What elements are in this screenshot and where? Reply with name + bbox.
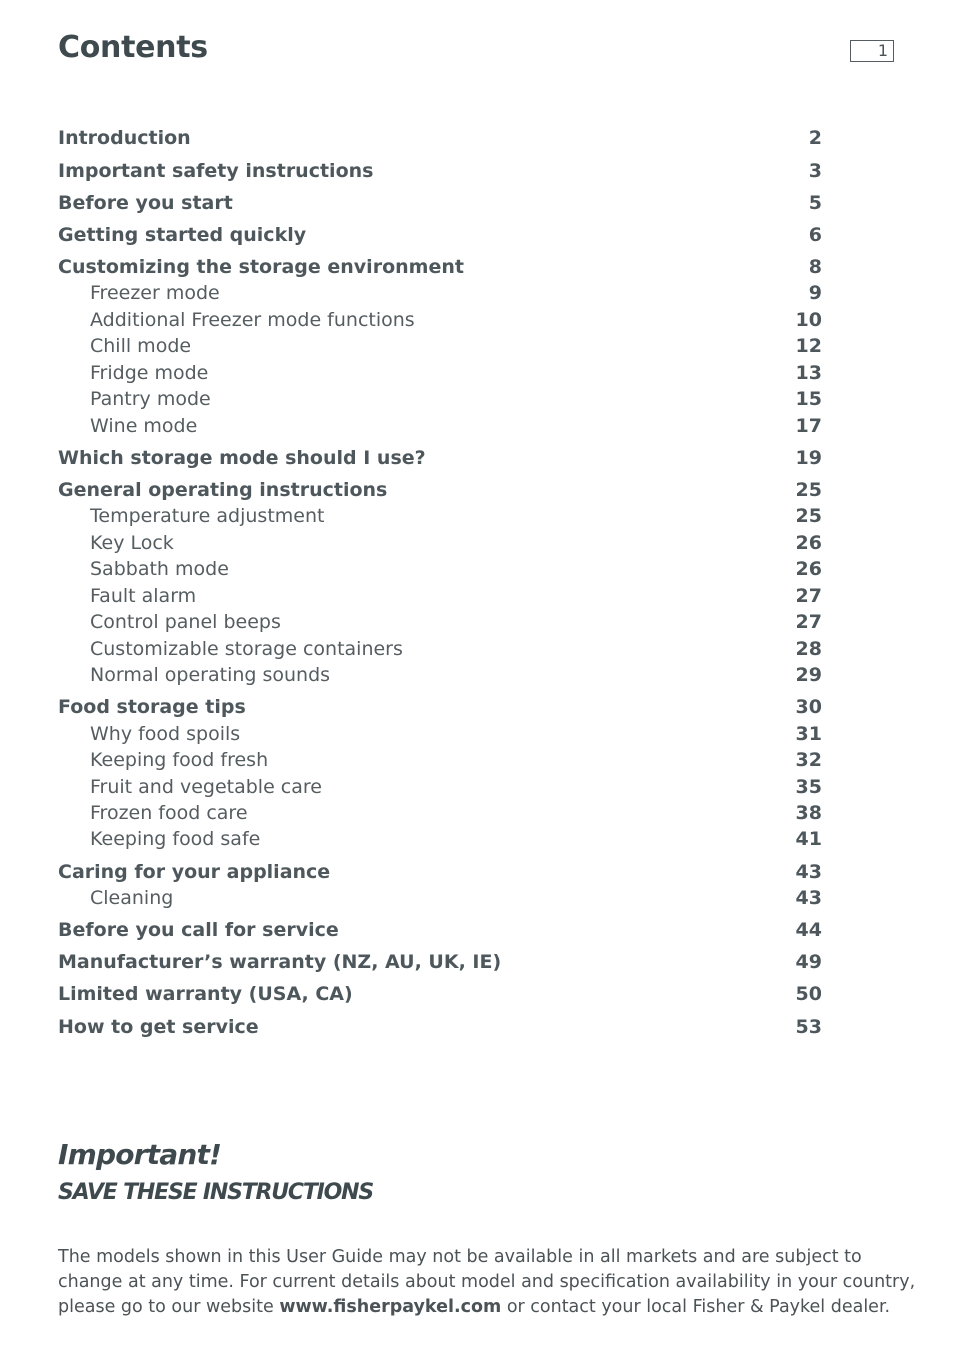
toc-entry-label: Caring for your appliance [58,861,331,883]
toc-entry-page: 50 [795,983,822,1005]
toc-subentry[interactable] [58,556,822,582]
toc-subentry[interactable] [58,774,822,800]
toc-entry[interactable] [58,694,822,720]
page-title: Contents [58,30,208,65]
toc-entry-label: How to get service [58,1016,259,1038]
toc-entry[interactable] [58,190,822,216]
toc-entry-page: 8 [808,256,822,278]
toc-entry-page: 13 [795,362,822,384]
toc-entry-page: 29 [795,664,822,686]
toc-entry-page: 43 [795,861,822,883]
toc-entry-label: Food storage tips [58,696,246,718]
toc-entry-label: Limited warranty (USA, CA) [58,983,353,1005]
toc-entry-label: Wine mode [90,415,198,437]
toc-entry-page: 15 [795,388,822,410]
toc-subentry[interactable] [58,636,822,662]
toc-entry[interactable] [58,917,822,943]
toc-entry-page: 43 [795,887,822,909]
toc-entry-page: 19 [795,447,822,469]
toc-entry-label: Important safety instructions [58,160,374,182]
toc-subentry[interactable] [58,307,822,333]
toc-entry-page: 32 [795,749,822,771]
toc-entry[interactable] [58,477,822,503]
toc-subentry[interactable] [58,386,822,412]
toc-entry-label: Sabbath mode [90,558,229,580]
toc-entry-label: Before you start [58,192,233,214]
toc-subentry[interactable] [58,885,822,911]
toc-entry-label: Frozen food care [90,802,248,824]
toc-entry-label: Additional Freezer mode functions [90,309,415,331]
toc-entry-label: Keeping food fresh [90,749,269,771]
toc-entry[interactable] [58,158,822,184]
toc-entry-page: 3 [808,160,822,182]
toc-subentry[interactable] [58,583,822,609]
toc-entry-label: Manufacturer’s warranty (NZ, AU, UK, IE) [58,951,502,973]
note-text-after: or contact your local Fisher & Paykel dealer. [501,1297,891,1317]
toc-entry[interactable] [58,1014,822,1040]
toc-entry-page: 26 [795,532,822,554]
toc-entry[interactable] [58,125,822,151]
toc-entry-label: Temperature adjustment [90,505,325,527]
toc-entry-page: 28 [795,638,822,660]
toc-entry[interactable] [58,859,822,885]
toc-entry-page: 5 [808,192,822,214]
toc-entry[interactable] [58,949,822,975]
toc-entry-label: Introduction [58,127,191,149]
toc-entry-page: 10 [795,309,822,331]
toc-subentry[interactable] [58,721,822,747]
toc-entry-label: Before you call for service [58,919,339,941]
toc-entry-label: Keeping food safe [90,828,261,850]
toc-subentry[interactable] [58,413,822,439]
toc-entry-page: 30 [795,696,822,718]
page-number: 1 [850,40,894,62]
toc-subentry[interactable] [58,333,822,359]
toc-subentry[interactable] [58,662,822,688]
toc-entry-label: Customizable storage containers [90,638,403,660]
toc-entry-page: 35 [795,776,822,798]
toc-entry-page: 25 [795,479,822,501]
toc-entry-page: 44 [795,919,822,941]
toc-entry[interactable] [58,222,822,248]
toc-entry-label: Pantry mode [90,388,211,410]
toc-subentry[interactable] [58,747,822,773]
toc-entry-label: Customizing the storage environment [58,256,464,278]
toc-entry-page: 26 [795,558,822,580]
toc-entry-label: Normal operating sounds [90,664,331,686]
toc-entry-page: 2 [808,127,822,149]
toc-entry[interactable] [58,254,822,280]
toc-entry-label: Why food spoils [90,723,241,745]
toc-entry-page: 49 [795,951,822,973]
toc-subentry[interactable] [58,360,822,386]
toc-subentry[interactable] [58,826,822,852]
toc-entry-page: 12 [795,335,822,357]
toc-entry[interactable] [58,445,822,471]
toc-entry-label: Fruit and vegetable care [90,776,322,798]
important-heading: Important! [58,1138,222,1171]
toc-entry[interactable] [58,981,822,1007]
toc-subentry[interactable] [58,800,822,826]
toc-entry-label: Which storage mode should I use? [58,447,426,469]
toc-entry-label: Fault alarm [90,585,197,607]
toc-subentry[interactable] [58,280,822,306]
toc-entry-page: 31 [795,723,822,745]
toc-entry-page: 9 [808,282,822,304]
toc-entry-label: General operating instructions [58,479,388,501]
toc-entry-label: Freezer mode [90,282,220,304]
toc-subentry[interactable] [58,609,822,635]
website-link[interactable]: www.fisherpaykel.com [279,1297,502,1317]
toc-entry-page: 41 [795,828,822,850]
note-text-before: The models shown in this User Guide may not be available in all markets and are subject to change at any time. For current details about model and specification availability in your country, please go to our website [58,1247,916,1317]
toc-entry-page: 6 [808,224,822,246]
toc-subentry[interactable] [58,503,822,529]
toc-entry-label: Control panel beeps [90,611,281,633]
toc-entry-page: 27 [795,611,822,633]
toc-entry-label: Key Lock [90,532,174,554]
toc-entry-page: 53 [795,1016,822,1038]
toc-entry-page: 27 [795,585,822,607]
toc-subentry[interactable] [58,530,822,556]
toc-entry-label: Getting started quickly [58,224,307,246]
toc-entry-page: 38 [795,802,822,824]
toc-entry-label: Chill mode [90,335,192,357]
toc-entry-label: Cleaning [90,887,174,909]
toc-entry-page: 25 [795,505,822,527]
save-instructions-heading: SAVE THESE INSTRUCTIONS [58,1180,374,1205]
availability-note [58,1245,918,1320]
toc-entry-label: Fridge mode [90,362,209,384]
toc-entry-page: 17 [795,415,822,437]
